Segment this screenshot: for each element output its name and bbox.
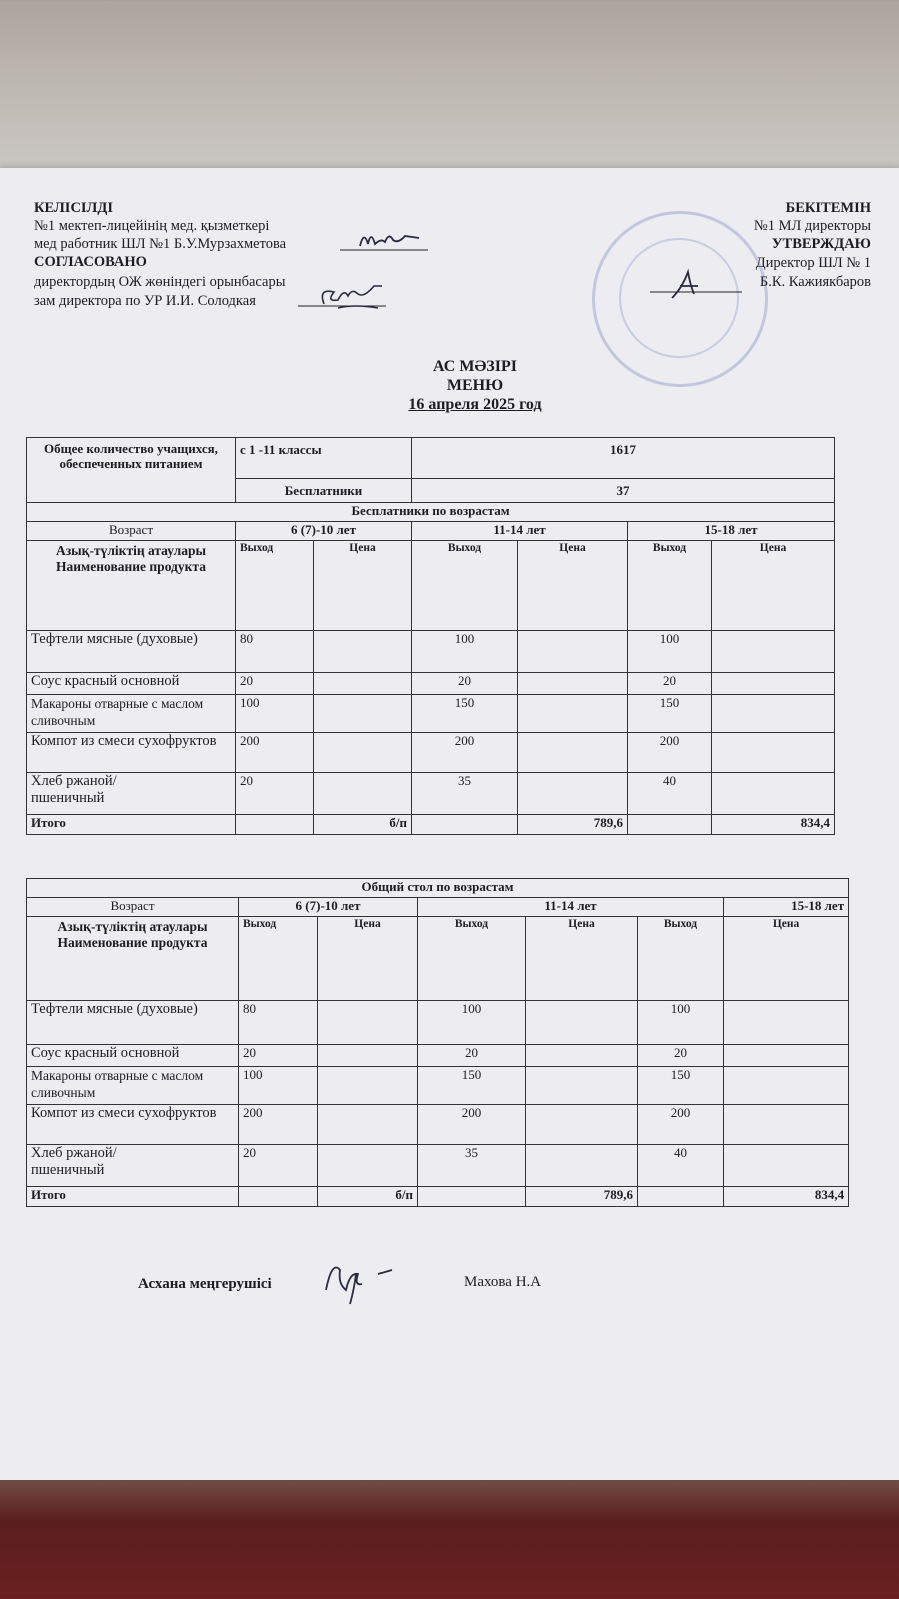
output-value: 100 (412, 631, 518, 673)
output-value: 150 (418, 1067, 526, 1105)
age-group-2-header: 11-14 лет (418, 898, 724, 917)
med-worker-signature (340, 226, 430, 256)
med-worker-kz-line: №1 мектеп-лицейінің мед. қызметкері (34, 218, 270, 234)
age-header: Возраст (27, 522, 236, 541)
output-value: 200 (418, 1105, 526, 1145)
product-name: Соус красный основной (27, 1045, 239, 1067)
output-value: 35 (412, 773, 518, 815)
general-table (26, 878, 849, 1207)
director-kz-line: №1 МЛ директоры (753, 218, 871, 234)
output-header: Выход (638, 917, 724, 1001)
free-label: Бесплатники (236, 479, 412, 503)
output-value: 150 (412, 695, 518, 733)
output-value: 100 (628, 631, 712, 673)
med-worker-ru-line: мед работник ШЛ №1 Б.У.Мурзахметова (34, 236, 287, 252)
output-value: 200 (638, 1105, 724, 1145)
price-header: Цена (518, 541, 628, 631)
deputy-ru-line: зам директора по УР И.И. Солодкая (34, 293, 256, 309)
product-name: Компот из смеси сухофруктов (27, 1105, 239, 1145)
output-header: Выход (236, 541, 314, 631)
output-value: 20 (236, 673, 314, 695)
output-value: 80 (236, 631, 314, 673)
age-group-3-header: 15-18 лет (724, 898, 849, 917)
product-name: Тефтели мясные (духовые) (27, 631, 236, 673)
classes-label: с 1 -11 классы (236, 438, 412, 479)
output-value: 100 (239, 1067, 318, 1105)
total-value-age1: б/п (314, 815, 412, 835)
product-name: Хлеб ржаной/пшеничный (27, 1145, 239, 1187)
output-value: 200 (236, 733, 314, 773)
output-value: 80 (239, 1001, 318, 1045)
age-group-3-header: 15-18 лет (628, 522, 835, 541)
age-group-1-header: 6 (7)-10 лет (239, 898, 418, 917)
general-section-title: Общий стол по возрастам (27, 879, 849, 898)
product-name: Компот из смеси сухофруктов (27, 733, 236, 773)
total-value-age2: 789,6 (518, 815, 628, 835)
director-signature (650, 268, 742, 304)
output-value: 20 (418, 1045, 526, 1067)
total-value-age3: 834,4 (724, 1187, 849, 1207)
students-count-label: Общее количество учащихся, обеспеченных питанием (27, 438, 236, 503)
output-value: 200 (412, 733, 518, 773)
total-label: Итого (27, 1187, 239, 1207)
output-value: 40 (638, 1145, 724, 1187)
output-header: Выход (418, 917, 526, 1001)
menu-date: 16 апреля 2025 год (408, 396, 542, 413)
output-value: 100 (236, 695, 314, 733)
output-header: Выход (239, 917, 318, 1001)
output-value: 20 (628, 673, 712, 695)
price-header: Цена (724, 917, 849, 1001)
output-value: 20 (239, 1045, 318, 1067)
total-value-age1: б/п (318, 1187, 418, 1207)
deputy-kz-line: директордың ОЖ жөніндегі орынбасары (34, 274, 286, 290)
free-section-title: Бесплатники по возрастам (27, 503, 835, 522)
canteen-head-name: Махова Н.А (464, 1274, 542, 1290)
age-group-1-header: 6 (7)-10 лет (236, 522, 412, 541)
output-header: Выход (628, 541, 712, 631)
deputy-signature (298, 282, 390, 312)
age-group-2-header: 11-14 лет (412, 522, 628, 541)
approve-kz-heading: БЕКІТЕМІН (785, 200, 871, 216)
price-header: Цена (314, 541, 412, 631)
menu-title-ru: МЕНЮ (446, 377, 504, 394)
total-value-age3: 834,4 (712, 815, 835, 835)
product-header: Азық-түліктің атаулары Наименование продукта (27, 917, 239, 1001)
agreed-kz-heading: КЕЛІСІЛДІ (34, 200, 113, 216)
output-value: 40 (628, 773, 712, 815)
output-value: 20 (236, 773, 314, 815)
output-value: 100 (638, 1001, 724, 1045)
menu-title-kz: АС МӘЗІРІ (433, 358, 517, 375)
free-count: 37 (412, 479, 835, 503)
output-value: 20 (638, 1045, 724, 1067)
director-ru-line: Директор ШЛ № 1 (755, 255, 871, 271)
output-value: 150 (628, 695, 712, 733)
approve-ru-heading: УТВЕРЖДАЮ (771, 236, 871, 252)
price-header: Цена (712, 541, 835, 631)
price-header: Цена (318, 917, 418, 1001)
output-value: 35 (418, 1145, 526, 1187)
output-value: 200 (239, 1105, 318, 1145)
total-value-age2: 789,6 (526, 1187, 638, 1207)
output-value: 150 (638, 1067, 724, 1105)
product-name: Хлеб ржаной/пшеничный (27, 773, 236, 815)
total-label: Итого (27, 815, 236, 835)
product-name: Макароны отварные с маслом сливочным (27, 695, 236, 733)
output-header: Выход (412, 541, 518, 631)
output-value: 20 (412, 673, 518, 695)
product-name: Тефтели мясные (духовые) (27, 1001, 239, 1045)
canteen-head-label: Асхана меңгерушісі (138, 1276, 272, 1292)
classes-count: 1617 (412, 438, 835, 479)
product-header: Азық-түліктің атаулары Наименование продукта (27, 541, 236, 631)
price-header: Цена (526, 917, 638, 1001)
agreed-ru-heading: СОГЛАСОВАНО (34, 254, 147, 270)
age-header: Возраст (27, 898, 239, 917)
director-name-line: Б.К. Кажиякбаров (759, 274, 871, 290)
output-value: 100 (418, 1001, 526, 1045)
canteen-head-signature (318, 1250, 398, 1306)
output-value: 200 (628, 733, 712, 773)
product-name: Макароны отварные с маслом сливочным (27, 1067, 239, 1105)
output-value: 20 (239, 1145, 318, 1187)
free-meals-table (26, 437, 835, 835)
product-name: Соус красный основной (27, 673, 236, 695)
